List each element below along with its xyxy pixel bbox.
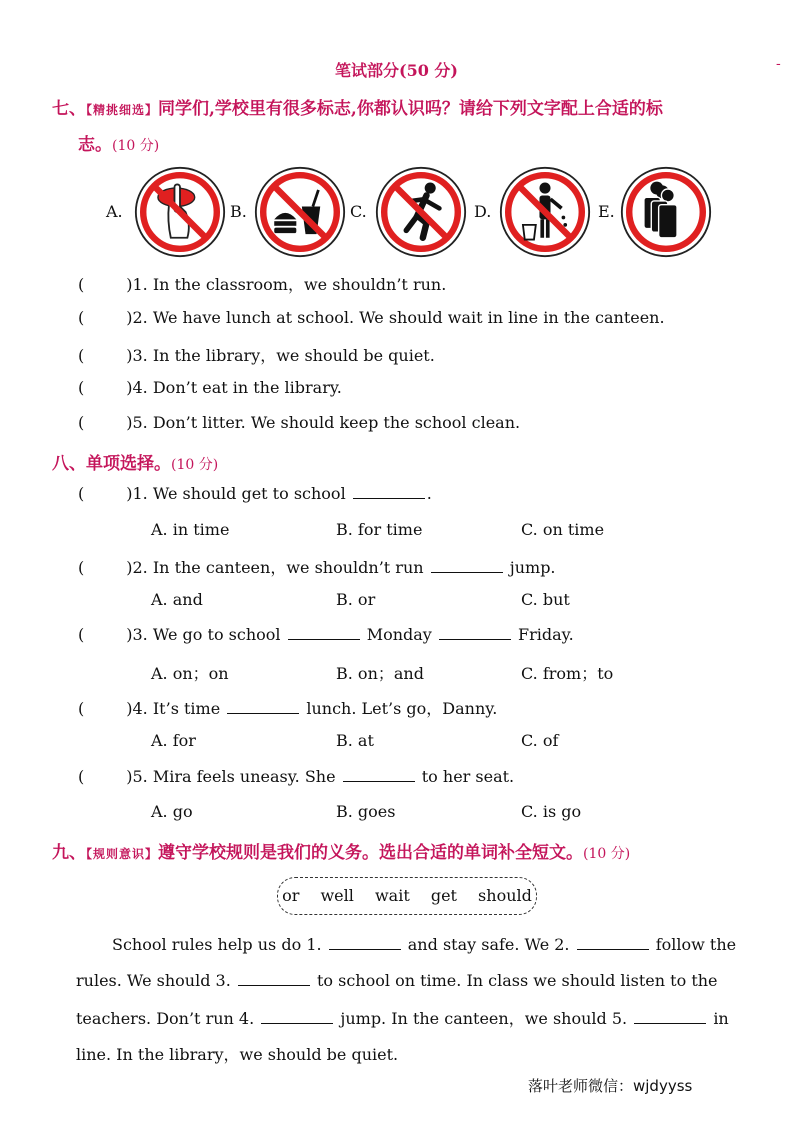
answer-blank[interactable] bbox=[577, 935, 649, 950]
answer-blank[interactable] bbox=[261, 1009, 333, 1024]
section-8-heading: 八、单项选择。(10 分) bbox=[52, 454, 219, 474]
option-2b: B. or bbox=[336, 590, 376, 609]
option-2a: A. and bbox=[151, 590, 203, 609]
option-4b: B. at bbox=[336, 731, 374, 750]
answer-blank[interactable] bbox=[343, 767, 415, 782]
sign-d-letter: D. bbox=[474, 202, 492, 221]
answer-blank[interactable] bbox=[227, 699, 299, 714]
option-5b: B. goes bbox=[336, 802, 396, 821]
matching-question-1: ( )1. In the classroom，we shouldn’t run. bbox=[78, 275, 447, 294]
answer-blank[interactable] bbox=[634, 1009, 706, 1024]
answer-blank[interactable] bbox=[431, 558, 503, 573]
page-title: 笔试部分(50 分) bbox=[335, 61, 458, 80]
section-9-heading: 九、【规则意识】遵守学校规则是我们的义务。选出合适的单词补全短文。(10 分) bbox=[52, 843, 631, 863]
sign-a-letter: A. bbox=[106, 202, 123, 221]
choice-question-4: ( )4. It’s time lunch. Let’s go，Danny. bbox=[78, 699, 498, 718]
choice-question-2: ( )2. In the canteen，we shouldn’t run jump. bbox=[78, 558, 556, 577]
option-5c: C. is go bbox=[521, 802, 582, 821]
choice-question-3: ( )3. We go to school Monday Friday. bbox=[78, 625, 574, 644]
option-1a: A. in time bbox=[151, 520, 230, 539]
passage-line-4: line. In the library，we should be quiet. bbox=[76, 1045, 399, 1064]
matching-question-3: ( )3. In the library，we should be quiet. bbox=[78, 346, 435, 365]
option-5a: A. go bbox=[151, 802, 193, 821]
no-talking-sign-icon bbox=[134, 166, 226, 258]
matching-question-2: ( )2. We have lunch at school. We should wait in line in the canteen. bbox=[78, 308, 665, 327]
word-bank: or well wait get should bbox=[282, 886, 532, 905]
sign-c-letter: C. bbox=[350, 202, 367, 221]
footer-contact: 落叶老师微信：wjdyyss bbox=[528, 1077, 693, 1095]
passage-line-1: School rules help us do 1. and stay safe. We 2. follow the bbox=[112, 935, 737, 954]
section-7-heading-cont: 志。(10 分) bbox=[78, 135, 160, 155]
passage-line-2: rules. We should 3. to school on time. In class we should listen to the bbox=[76, 971, 718, 990]
choice-question-1: ( )1. We should get to school . bbox=[78, 484, 432, 503]
answer-blank[interactable] bbox=[353, 484, 425, 499]
answer-blank[interactable] bbox=[439, 625, 511, 640]
passage-line-3: teachers. Don’t run 4. jump. In the canteen，we should 5. in bbox=[76, 1009, 729, 1028]
no-littering-sign-icon bbox=[499, 166, 591, 258]
option-1b: B. for time bbox=[336, 520, 423, 539]
choice-question-5: ( )5. Mira feels uneasy. She to her seat. bbox=[78, 767, 515, 786]
corner-mark: - bbox=[776, 56, 781, 72]
option-3b: B. on；and bbox=[336, 664, 424, 683]
queue-sign-icon bbox=[620, 166, 712, 258]
sign-e-letter: E. bbox=[598, 202, 615, 221]
no-running-sign-icon bbox=[375, 166, 467, 258]
no-food-sign-icon bbox=[254, 166, 346, 258]
answer-blank[interactable] bbox=[288, 625, 360, 640]
option-3c: C. from；to bbox=[521, 664, 614, 683]
matching-question-5: ( )5. Don’t litter. We should keep the school clean. bbox=[78, 413, 521, 432]
option-4a: A. for bbox=[151, 731, 196, 750]
answer-blank[interactable] bbox=[238, 971, 310, 986]
option-4c: C. of bbox=[521, 731, 559, 750]
option-1c: C. on time bbox=[521, 520, 605, 539]
matching-question-4: ( )4. Don’t eat in the library. bbox=[78, 378, 342, 397]
option-3a: A. on；on bbox=[151, 664, 229, 683]
option-2c: C. but bbox=[521, 590, 570, 609]
section-7-heading: 七、【精挑细选】同学们,学校里有很多标志,你都认识吗？请给下列文字配上合适的标 bbox=[52, 99, 663, 119]
sign-b-letter: B. bbox=[230, 202, 247, 221]
answer-blank[interactable] bbox=[329, 935, 401, 950]
